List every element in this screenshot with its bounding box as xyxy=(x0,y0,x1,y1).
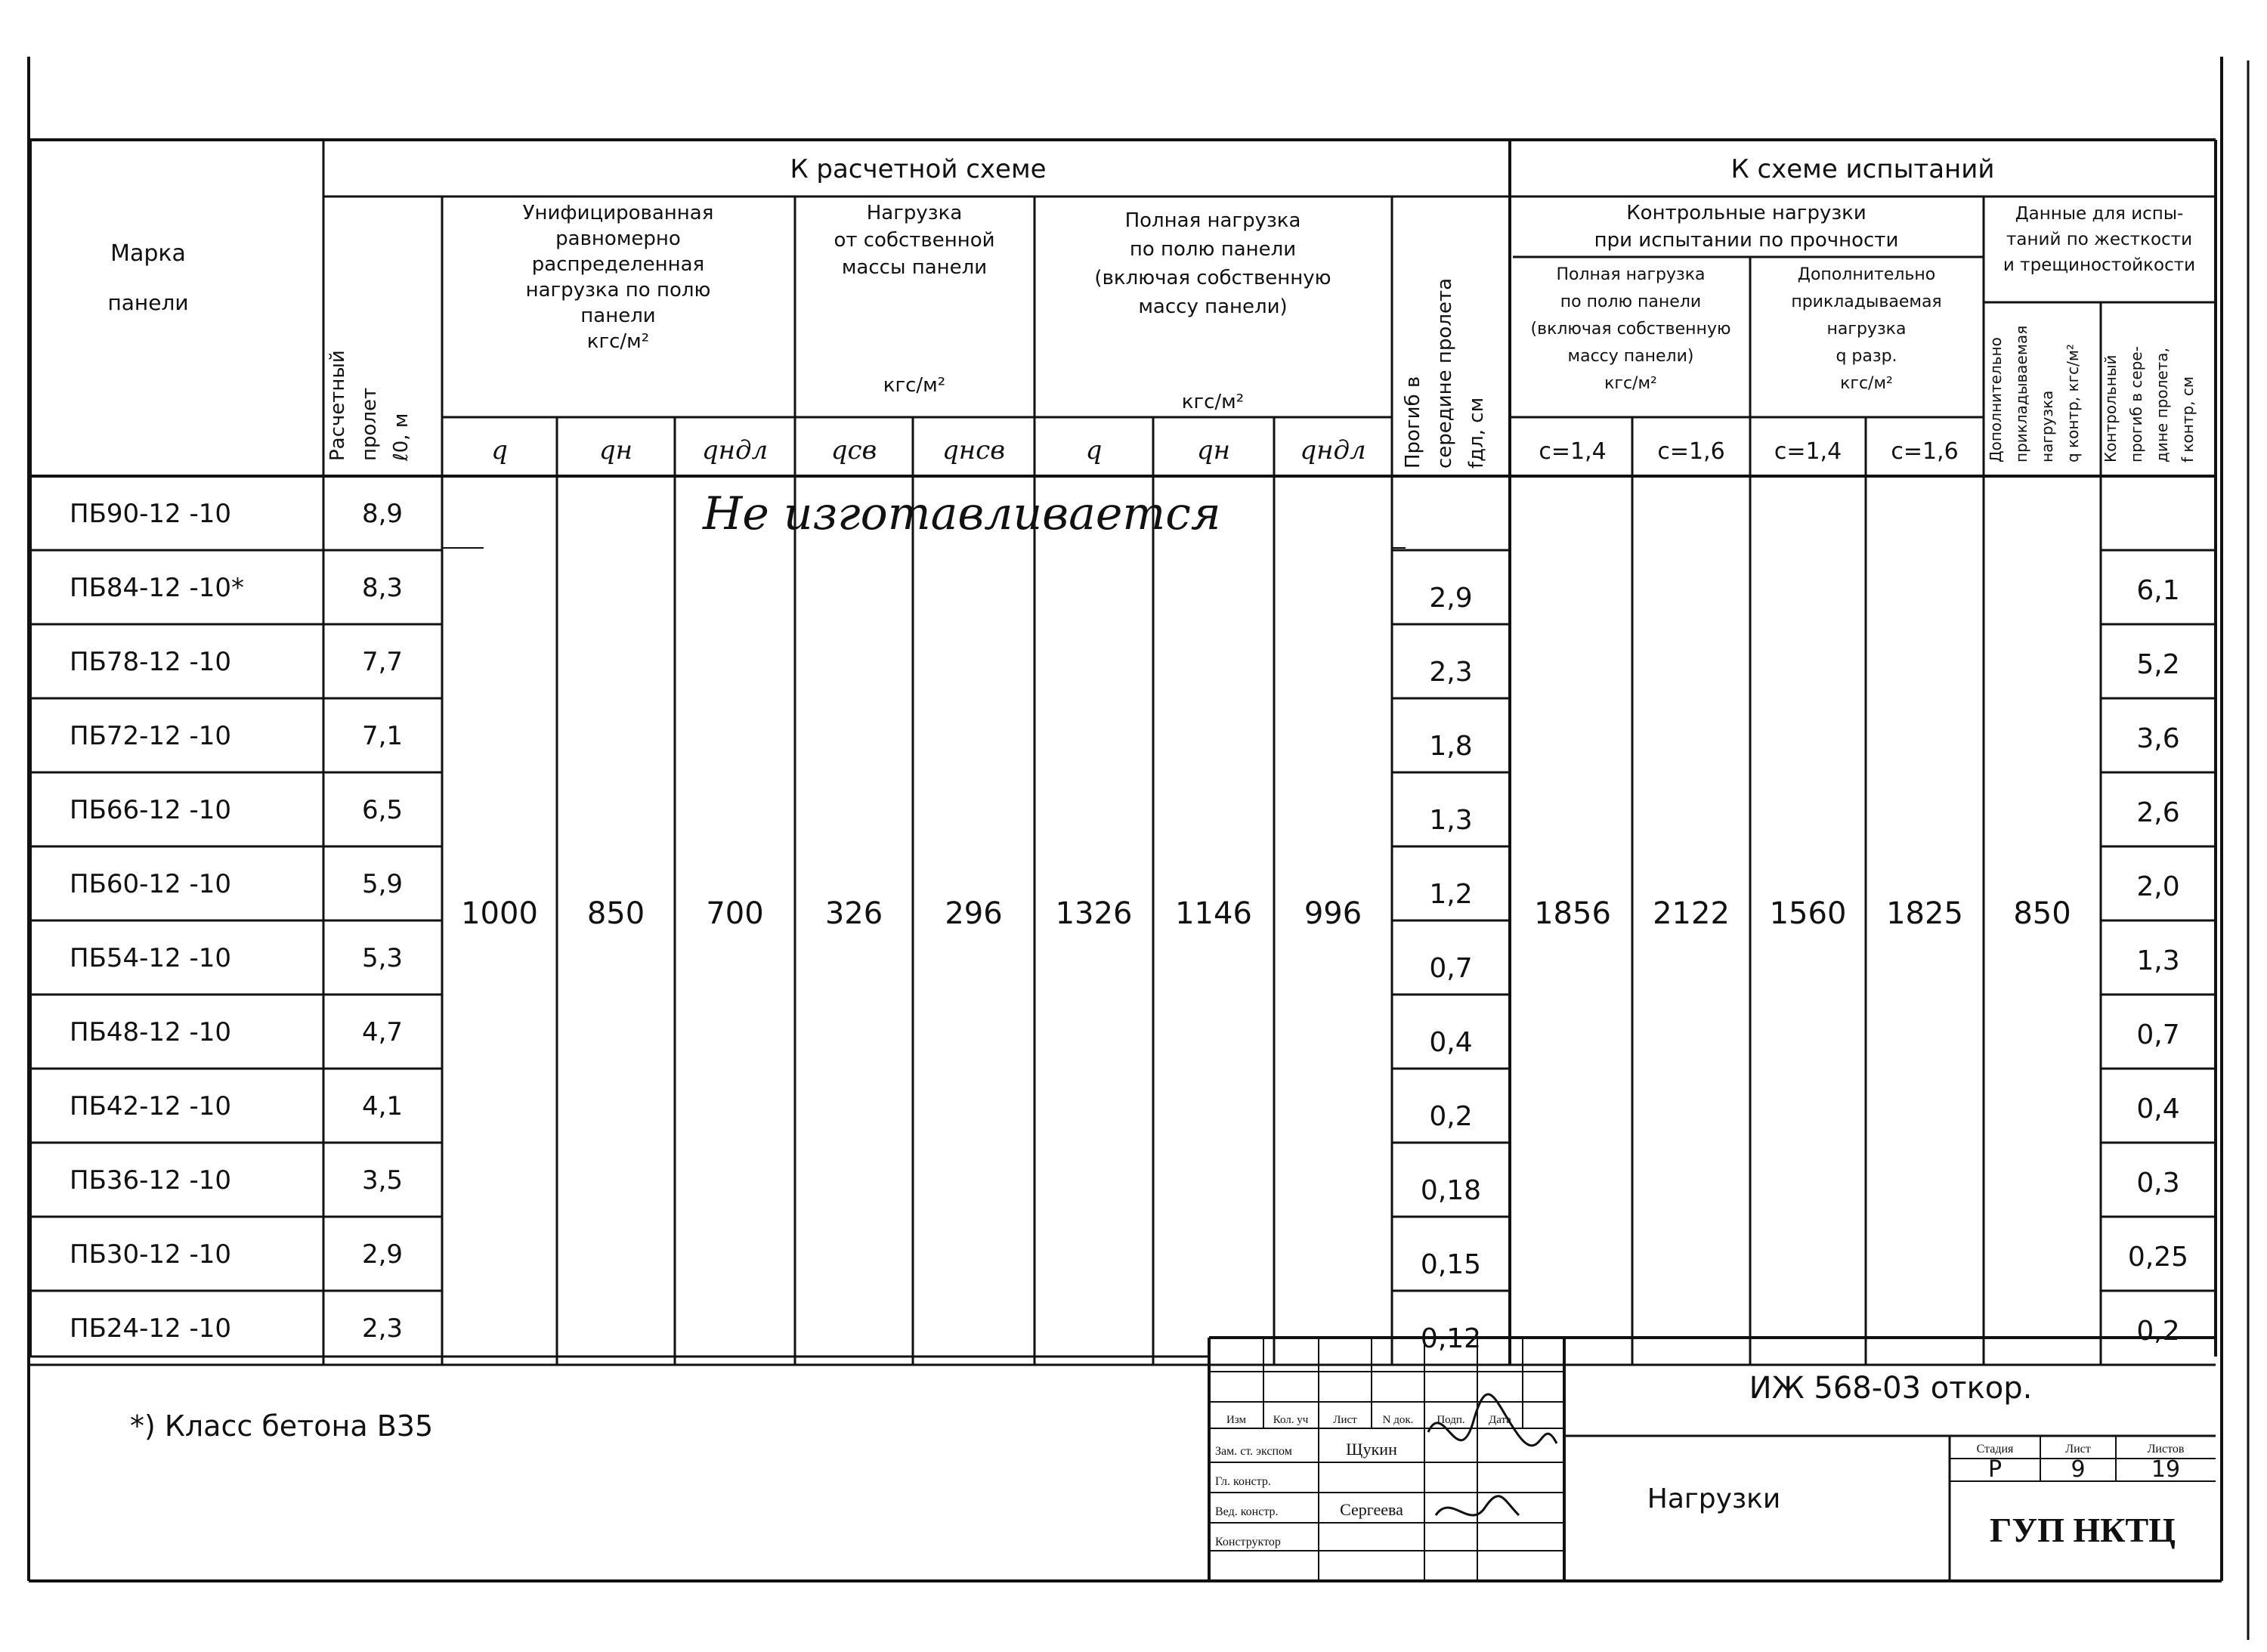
control-deflection-value: 0,4 xyxy=(2136,1094,2180,1125)
ctrl-deflection-header: дине пролета, xyxy=(2153,348,2171,462)
merged-load-value: 850 xyxy=(586,896,645,931)
stiffness-header: Данные для испы- xyxy=(2015,204,2184,224)
full-load-header: Полная нагрузка xyxy=(1124,209,1301,232)
control-full-header: Полная нагрузка xyxy=(1556,265,1706,284)
signer-name: Щукин xyxy=(1346,1440,1397,1459)
panel-mark: ПБ78-12 -10 xyxy=(70,647,232,677)
extra-load-header: q контр, кгс/м² xyxy=(2064,344,2082,462)
unified-load-header: кгс/м² xyxy=(586,330,650,353)
span-value: 4,1 xyxy=(361,1091,404,1121)
merged-load-value: 2122 xyxy=(1653,896,1730,931)
stiffness-header: и трещиностойкости xyxy=(2003,255,2196,275)
control-extra-header: Дополнительно xyxy=(1797,265,1936,284)
merged-load-value: 296 xyxy=(945,896,1003,931)
subcolumn-header: qндл xyxy=(1300,435,1366,466)
unified-load-header: равномерно xyxy=(555,227,681,250)
deflection-header: fдл, см xyxy=(1465,397,1488,469)
merged-load-value: 1825 xyxy=(1886,896,1963,931)
sheet-number: 9 xyxy=(2071,1456,2086,1483)
span-value: 6,5 xyxy=(361,795,404,825)
control-full-header: массу панели) xyxy=(1567,347,1694,366)
span-value: 7,1 xyxy=(361,721,404,751)
deflection-value: 0,15 xyxy=(1420,1249,1482,1280)
ctrl-deflection-header: прогиб в сере- xyxy=(2127,346,2145,462)
unified-load-header: Унифицированная xyxy=(522,202,714,224)
footnote-concrete-class: *) Класс бетона В35 xyxy=(130,1409,434,1443)
subcolumn-header: c=1,4 xyxy=(1774,438,1842,465)
panel-mark: ПБ30-12 -10 xyxy=(70,1239,232,1270)
subcolumn-header: c=1,6 xyxy=(1891,438,1959,465)
title-block xyxy=(1209,1338,2216,1581)
span-header: Расчетный xyxy=(326,350,349,461)
role-label: Гл. констр. xyxy=(1215,1475,1271,1488)
stiffness-header: таний по жесткости xyxy=(2006,230,2193,249)
role-label: Конструктор xyxy=(1215,1536,1281,1548)
signer-name: Сергеева xyxy=(1340,1500,1403,1519)
organization: ГУП НКТЦ xyxy=(1990,1511,2176,1549)
control-extra-header: нагрузка xyxy=(1826,320,1907,339)
document-code: ИЖ 568-03 откор. xyxy=(1749,1371,2033,1406)
extra-load-header: Дополнительно xyxy=(1987,337,2005,462)
merged-load-value: 1856 xyxy=(1534,896,1611,931)
subcolumn-header: qндл xyxy=(701,435,769,466)
full-load-header: массу панели) xyxy=(1138,295,1288,318)
unified-load-header: панели xyxy=(580,305,656,327)
subcolumn-header: qсв xyxy=(830,435,877,466)
merged-load-value: 700 xyxy=(706,896,764,931)
panel-mark: ПБ24-12 -10 xyxy=(70,1313,232,1344)
extra-load-header: прикладываемая xyxy=(2012,325,2030,462)
full-load-header: (включая собственную xyxy=(1094,267,1331,289)
panel-mark: ПБ60-12 -10 xyxy=(70,869,232,899)
control-loads-header: при испытании по прочности xyxy=(1594,229,1899,252)
unified-load-header: нагрузка по полю xyxy=(525,279,711,302)
panel-mark: ПБ54-12 -10 xyxy=(70,943,232,973)
panel-mark: ПБ42-12 -10 xyxy=(70,1091,232,1121)
brand-header: Марка xyxy=(110,240,186,267)
control-deflection-value: 3,6 xyxy=(2136,723,2180,754)
merged-load-value: 996 xyxy=(1304,896,1362,931)
full-load-header: по полю панели xyxy=(1129,238,1297,261)
deflection-value: 0,18 xyxy=(1420,1175,1482,1206)
revision-column-label: Дата xyxy=(1489,1414,1511,1426)
span-value: 5,3 xyxy=(361,943,404,973)
span-header: пролет xyxy=(358,387,381,461)
control-full-header: кгс/м² xyxy=(1604,374,1657,393)
deflection-value: 1,8 xyxy=(1429,731,1473,762)
span-value: 7,7 xyxy=(361,647,404,677)
control-loads-header: Контрольные нагрузки xyxy=(1626,202,1866,224)
self-weight-header: массы панели xyxy=(841,256,988,279)
span-value: 3,5 xyxy=(361,1165,404,1196)
full-load-header: кгс/м² xyxy=(1181,391,1245,413)
deflection-header: середине пролета xyxy=(1433,277,1456,469)
merged-load-value: 1000 xyxy=(461,896,538,931)
panel-mark: ПБ66-12 -10 xyxy=(70,795,232,825)
span-value: 2,3 xyxy=(361,1313,404,1344)
deflection-value: 0,2 xyxy=(1429,1101,1473,1132)
calc-scheme-title: К расчетной схеме xyxy=(790,154,1047,184)
control-extra-header: прикладываемая xyxy=(1791,292,1942,311)
not-manufactured-note: Не изготавливается xyxy=(703,487,1221,540)
control-extra-header: q разр. xyxy=(1836,347,1897,366)
control-deflection-value: 2,6 xyxy=(2136,797,2180,828)
revision-column-label: Изм xyxy=(1226,1414,1247,1426)
control-deflection-value: 5,2 xyxy=(2136,649,2180,680)
panel-mark: ПБ84-12 -10* xyxy=(70,573,245,603)
sheet-title: Нагрузки xyxy=(1647,1483,1781,1514)
panel-mark: ПБ90-12 -10 xyxy=(70,499,232,529)
self-weight-header: от собственной xyxy=(834,229,995,252)
span-value: 8,3 xyxy=(361,573,404,603)
merged-load-value: 850 xyxy=(2013,896,2071,931)
table-body xyxy=(70,487,2188,1443)
deflection-value: 0,7 xyxy=(1429,953,1473,984)
self-weight-header: Нагрузка xyxy=(866,202,963,224)
revision-column-label: Подп. xyxy=(1437,1414,1465,1426)
control-deflection-value: 0,3 xyxy=(2136,1168,2180,1199)
subcolumn-header: qнсв xyxy=(942,435,1005,466)
span-value: 4,7 xyxy=(361,1017,404,1047)
subcolumn-header: qн xyxy=(598,435,633,466)
merged-load-value: 1326 xyxy=(1055,896,1133,931)
control-deflection-value: 2,0 xyxy=(2136,871,2180,902)
self-weight-header: кгс/м² xyxy=(883,374,946,397)
span-value: 8,9 xyxy=(361,499,404,529)
subcolumn-header: c=1,6 xyxy=(1657,438,1725,465)
extra-load-header: нагрузка xyxy=(2038,390,2056,462)
deflection-value: 1,3 xyxy=(1429,805,1473,836)
control-deflection-value: 0,2 xyxy=(2136,1316,2180,1347)
control-full-header: по полю панели xyxy=(1560,292,1702,311)
deflection-value: 0,4 xyxy=(1429,1027,1473,1058)
role-label: Зам. ст. экспом xyxy=(1215,1445,1292,1458)
subcolumn-header: q xyxy=(491,435,508,466)
merged-load-value: 1560 xyxy=(1769,896,1847,931)
deflection-value: 2,9 xyxy=(1429,583,1473,614)
panel-mark: ПБ48-12 -10 xyxy=(70,1017,232,1047)
control-deflection-value: 0,7 xyxy=(2136,1019,2180,1050)
unified-load-header: распределенная xyxy=(531,253,705,276)
brand-header: панели xyxy=(107,290,189,315)
subcolumn-header: q xyxy=(1085,435,1103,466)
ctrl-deflection-header: Контрольный xyxy=(2102,354,2120,462)
revision-column-label: Лист xyxy=(1333,1414,1357,1426)
merged-load-value: 1146 xyxy=(1175,896,1252,931)
control-full-header: (включая собственную xyxy=(1530,320,1731,339)
ctrl-deflection-header: f контр, см xyxy=(2179,376,2197,462)
control-deflection-value: 6,1 xyxy=(2136,575,2180,606)
merged-load-value: 326 xyxy=(824,896,883,931)
revision-column-label: Кол. уч xyxy=(1273,1414,1309,1426)
revision-column-label: N док. xyxy=(1382,1414,1414,1426)
panel-mark: ПБ72-12 -10 xyxy=(70,721,232,751)
stage-label: Стадия xyxy=(1976,1443,2014,1456)
deflection-value: 1,2 xyxy=(1429,879,1473,910)
span-value: 2,9 xyxy=(361,1239,404,1270)
sheet-label: Лист xyxy=(2065,1443,2091,1456)
control-extra-header: кгс/м² xyxy=(1840,374,1893,393)
sheets-label: Листов xyxy=(2147,1443,2185,1456)
subcolumn-header: qн xyxy=(1196,435,1231,466)
deflection-value: 0,12 xyxy=(1420,1323,1482,1354)
control-deflection-value: 1,3 xyxy=(2136,945,2180,976)
role-label: Вед. констр. xyxy=(1215,1505,1279,1518)
panel-mark: ПБ36-12 -10 xyxy=(70,1165,232,1196)
span-header: ℓ0, м xyxy=(390,413,413,461)
stage-value: Р xyxy=(1987,1456,2003,1483)
sheets-total: 19 xyxy=(2151,1456,2181,1483)
deflection-value: 2,3 xyxy=(1429,657,1473,688)
control-deflection-value: 0,25 xyxy=(2127,1242,2189,1273)
span-value: 5,9 xyxy=(361,869,404,899)
deflection-header: Прогиб в xyxy=(1402,376,1424,469)
test-scheme-title: К схеме испытаний xyxy=(1730,154,1995,184)
subcolumn-header: c=1,4 xyxy=(1539,438,1607,465)
